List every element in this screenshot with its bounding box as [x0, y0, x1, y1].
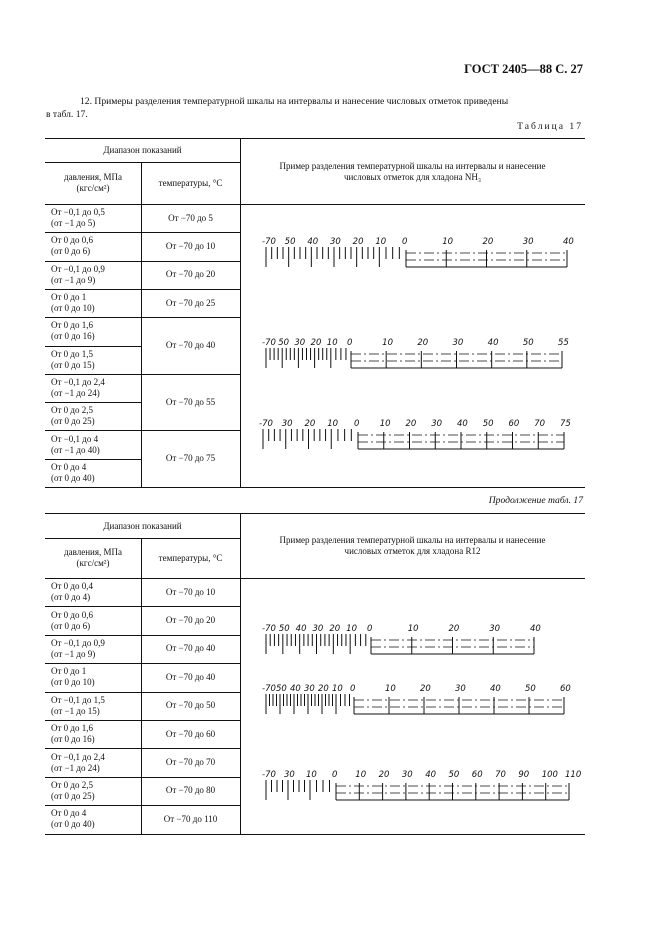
page-header: ГОСТ 2405—88 С. 27 — [464, 62, 583, 76]
temperature-scale — [262, 235, 574, 275]
scale-tick-label: 0 — [332, 770, 338, 780]
scale-tick-label: 10 — [326, 338, 338, 348]
scale-tick-label: 50 — [276, 684, 287, 694]
temperature-range-cell: От −70 до 10 — [165, 586, 216, 597]
scale-tick-label: 20 — [304, 419, 316, 429]
pressure-range: От −0,1 до 2,4 — [51, 376, 105, 387]
scale-tick-label: 30 — [401, 770, 413, 780]
continuation-label: Продолжение табл. 17 — [488, 495, 583, 506]
pressure-range-kgf: (от −1 до 9) — [51, 648, 96, 659]
pressure-range-kgf: (от 0 до 16) — [51, 734, 95, 745]
scale-tick-label: 40 — [290, 684, 301, 694]
scale-tick-label: 55 — [558, 338, 569, 348]
temperature-range-cell: От −70 до 40 — [165, 671, 216, 682]
scale-tick-label: 10 — [382, 338, 393, 348]
pressure-range-kgf: (от 0 до 40) — [51, 472, 95, 483]
pressure-range: От −0,1 до 1,5 — [51, 694, 105, 705]
pressure-range-kgf: (от 0 до 15) — [51, 359, 95, 370]
pressure-range: От 0 до 0,6 — [51, 609, 94, 620]
scale-tick-label: 20 — [378, 770, 390, 780]
pressure-range-cell — [45, 692, 141, 720]
scale-tick-label: 30 — [431, 419, 443, 429]
pressure-range-cell — [45, 317, 141, 345]
scale-tick-label: 110 — [565, 770, 582, 780]
pressure-range-kgf: (от 0 до 6) — [51, 620, 91, 631]
scale-tick-label: 10 — [407, 624, 419, 634]
range-header: Диапазон показаний — [103, 145, 182, 155]
scale-tick-label: 50 — [482, 419, 494, 429]
scale-tick-label: 0 — [367, 624, 373, 634]
temperature-scale — [262, 336, 569, 376]
scale-tick-label: 40 — [487, 338, 499, 348]
scale-tick-label: 75 — [560, 419, 571, 429]
scale-tick-label: 100 — [541, 770, 558, 780]
scale-tick-label: -70 — [262, 770, 276, 780]
scale-tick-label: 20 — [417, 338, 429, 348]
scale-tick-label: 20 — [352, 237, 364, 247]
scale-tick-label: 60 — [471, 770, 483, 780]
temperature-range-cell: От −70 до 20 — [165, 269, 216, 280]
pressure-range: От 0 до 2,5 — [51, 779, 94, 790]
scale-tick-label: 40 — [307, 237, 319, 247]
temperature-range-cell: От −70 до 80 — [165, 785, 216, 796]
scale-tick-label: 60 — [508, 419, 520, 429]
scale-tick-label: 50 — [525, 684, 536, 694]
pressure-range-kgf: (от −1 до 24) — [51, 762, 100, 773]
temperature-range-cell: От −70 до 70 — [165, 757, 216, 768]
scale-tick-label: 10 — [375, 237, 387, 247]
pressure-range-kgf: (от 0 до 10) — [51, 303, 95, 314]
pressure-range-cell — [45, 289, 141, 317]
scale-tick-label: 10 — [306, 770, 317, 780]
scale-tick-label: 30 — [452, 338, 464, 348]
scale-tick-label: 50 — [448, 770, 460, 780]
pressure-range: От 0 до 4 — [51, 808, 87, 819]
scale-tick-label: 40 — [563, 237, 574, 247]
scale-tick-label: 40 — [425, 770, 437, 780]
pressure-range-cell — [45, 578, 141, 606]
scale-tick-label: 30 — [489, 624, 501, 634]
pressure-range-kgf: (от −1 до 15) — [51, 705, 100, 716]
scale-tick-label: 70 — [534, 419, 546, 429]
pressure-range: От 0 до 1,5 — [51, 348, 94, 359]
pressure-range-kgf: (от 0 до 25) — [51, 790, 95, 801]
scale-tick-label: 30 — [304, 684, 315, 694]
pressure-range: От 0 до 4 — [51, 461, 87, 472]
temperature-range-cell: От −70 до 25 — [165, 297, 216, 308]
example-header: Пример разделения температурной шкалы на интервалы и нанесение числовых отметок для хладона R12 — [279, 535, 546, 556]
scale-tick-label: 10 — [327, 419, 339, 429]
pressure-range-cell — [45, 635, 141, 663]
scale-tick-label: 20 — [318, 684, 329, 694]
pressure-range-kgf: (от −1 до 24) — [51, 387, 100, 398]
pressure-range-cell — [45, 374, 141, 402]
scale-tick-label: 50 — [278, 338, 290, 348]
scale-tick-label: 0 — [402, 237, 408, 247]
pressure-header: давления, МПа (кгс/см²) — [64, 547, 122, 568]
pressure-range-cell — [45, 232, 141, 260]
temperature-range-cell: От −70 до 5 — [168, 212, 213, 223]
pressure-range-kgf: (от 0 до 16) — [51, 331, 95, 342]
scale-tick-label: -70 — [262, 624, 276, 634]
temperature-range-cell: От −70 до 40 — [165, 643, 216, 654]
pressure-range-kgf: (от 0 до 4) — [51, 592, 91, 603]
temperature-scale — [262, 682, 571, 722]
pressure-range-kgf: (от 0 до 10) — [51, 677, 95, 688]
pressure-range-cell — [45, 777, 141, 805]
scale-tick-label: 10 — [379, 419, 391, 429]
pressure-range-kgf: (от 0 до 40) — [51, 819, 95, 830]
scale-tick-label: 70 — [495, 770, 506, 780]
temperature-range-cell: От −70 до 55 — [165, 396, 216, 407]
scale-tick-label: 20 — [405, 419, 417, 429]
pressure-range: От −0,1 до 4 — [51, 433, 99, 444]
scale-tick-label: 0 — [347, 338, 353, 348]
pressure-range-cell — [45, 720, 141, 748]
pressure-range: От 0 до 1 — [51, 666, 87, 677]
temperature-range-cell: От −70 до 110 — [163, 813, 218, 824]
scale-tick-label: 20 — [329, 624, 341, 634]
pressure-range-kgf: (от −1 до 40) — [51, 444, 100, 455]
pressure-range-cell — [45, 346, 141, 374]
range-header: Диапазон показаний — [103, 520, 182, 531]
pressure-range-cell — [45, 606, 141, 634]
pressure-range: От 0 до 1 — [51, 292, 87, 303]
intro-paragraph — [46, 95, 586, 121]
pressure-range-cell — [45, 402, 141, 430]
temperature-scale — [262, 768, 582, 808]
scale-tick-label: 30 — [281, 419, 293, 429]
temperature-range-cell: От −70 до 75 — [165, 453, 216, 464]
pressure-range: От 0 до 2,5 — [51, 405, 94, 416]
pressure-range-cell — [45, 663, 141, 691]
pressure-range-cell — [45, 748, 141, 776]
scale-tick-label: 0 — [350, 684, 356, 694]
scale-tick-label: -70 — [262, 338, 276, 348]
pressure-range: От 0 до 0,4 — [51, 581, 94, 592]
scale-tick-label: 20 — [420, 684, 431, 694]
scale-tick-label: 90 — [518, 770, 530, 780]
scale-tick-label: 20 — [310, 338, 322, 348]
pressure-header: давления, МПа (кгс/см²) — [64, 172, 122, 193]
scale-tick-label: 10 — [332, 684, 343, 694]
pressure-range-kgf: (от −1 до 5) — [51, 218, 96, 229]
pressure-range: От 0 до 1,6 — [51, 320, 94, 331]
pressure-range-cell — [45, 204, 141, 232]
scale-tick-label: 30 — [522, 237, 534, 247]
pressure-range: От −0,1 до 0,9 — [51, 637, 105, 648]
scale-tick-label: 50 — [278, 624, 290, 634]
pressure-range: От −0,1 до 0,5 — [51, 207, 105, 218]
pressure-range-kgf: (от 0 до 25) — [51, 416, 95, 427]
intro-line-2: в табл. 17. — [46, 109, 88, 120]
pressure-range-cell — [45, 805, 141, 833]
pressure-range: От 0 до 0,6 — [51, 235, 94, 246]
scale-tick-label: -70 — [262, 237, 276, 247]
intro-line-1: 12. Примеры разделения температурной шкалы на интервалы и нанесение числовых отметок приведены — [80, 96, 509, 107]
scale-tick-label: -70 — [262, 684, 276, 694]
scale-tick-label: 30 — [455, 684, 466, 694]
temperature-range-cell: От −70 до 60 — [165, 728, 216, 739]
pressure-range-kgf: (от 0 до 6) — [51, 246, 91, 257]
pressure-range-cell — [45, 430, 141, 458]
scale-tick-label: 20 — [482, 237, 494, 247]
scale-tick-label: 50 — [522, 338, 534, 348]
scale-tick-label: 10 — [385, 684, 396, 694]
scale-tick-label: 40 — [530, 624, 541, 634]
scale-tick-label: 40 — [457, 419, 468, 429]
scale-tick-label: 10 — [442, 237, 454, 247]
scale-tick-label: 0 — [354, 419, 360, 429]
pressure-range: От 0 до 1,6 — [51, 723, 94, 734]
scale-tick-label: 50 — [284, 237, 296, 247]
pressure-range: От −0,1 до 0,9 — [51, 263, 105, 274]
table-label: Таблица 17 — [517, 121, 583, 132]
scale-tick-label: 30 — [294, 338, 306, 348]
scale-tick-label: 60 — [560, 684, 571, 694]
scale-tick-label: -70 — [259, 419, 273, 429]
temperature-scale — [259, 417, 571, 457]
pressure-range: От −0,1 до 2,4 — [51, 751, 105, 762]
pressure-range-cell — [45, 261, 141, 289]
temperature-range-cell: От −70 до 10 — [165, 240, 216, 251]
scale-tick-label: 10 — [346, 624, 357, 634]
scale-tick-label: 40 — [490, 684, 501, 694]
temperature-range-cell: От −70 до 40 — [165, 339, 216, 350]
scale-tick-label: 30 — [330, 237, 341, 247]
scale-tick-label: 30 — [312, 624, 324, 634]
pressure-range-kgf: (от −1 до 9) — [51, 274, 96, 285]
temperature-scale — [262, 622, 541, 662]
temperature-header: температуры, °С — [158, 177, 223, 188]
pressure-range-cell — [45, 459, 141, 487]
example-header: Пример разделения температурной шкалы на интервалы и нанесение числовых отметок для хладона NH₃ — [279, 160, 546, 182]
scale-tick-label: 20 — [448, 624, 460, 634]
scale-tick-label: 40 — [295, 624, 307, 634]
scale-tick-label: 10 — [355, 770, 367, 780]
temperature-header: температуры, °С — [158, 552, 223, 563]
temperature-range-cell: От −70 до 20 — [165, 615, 216, 626]
scale-tick-label: 30 — [284, 770, 295, 780]
temperature-range-cell: От −70 до 50 — [165, 700, 216, 711]
